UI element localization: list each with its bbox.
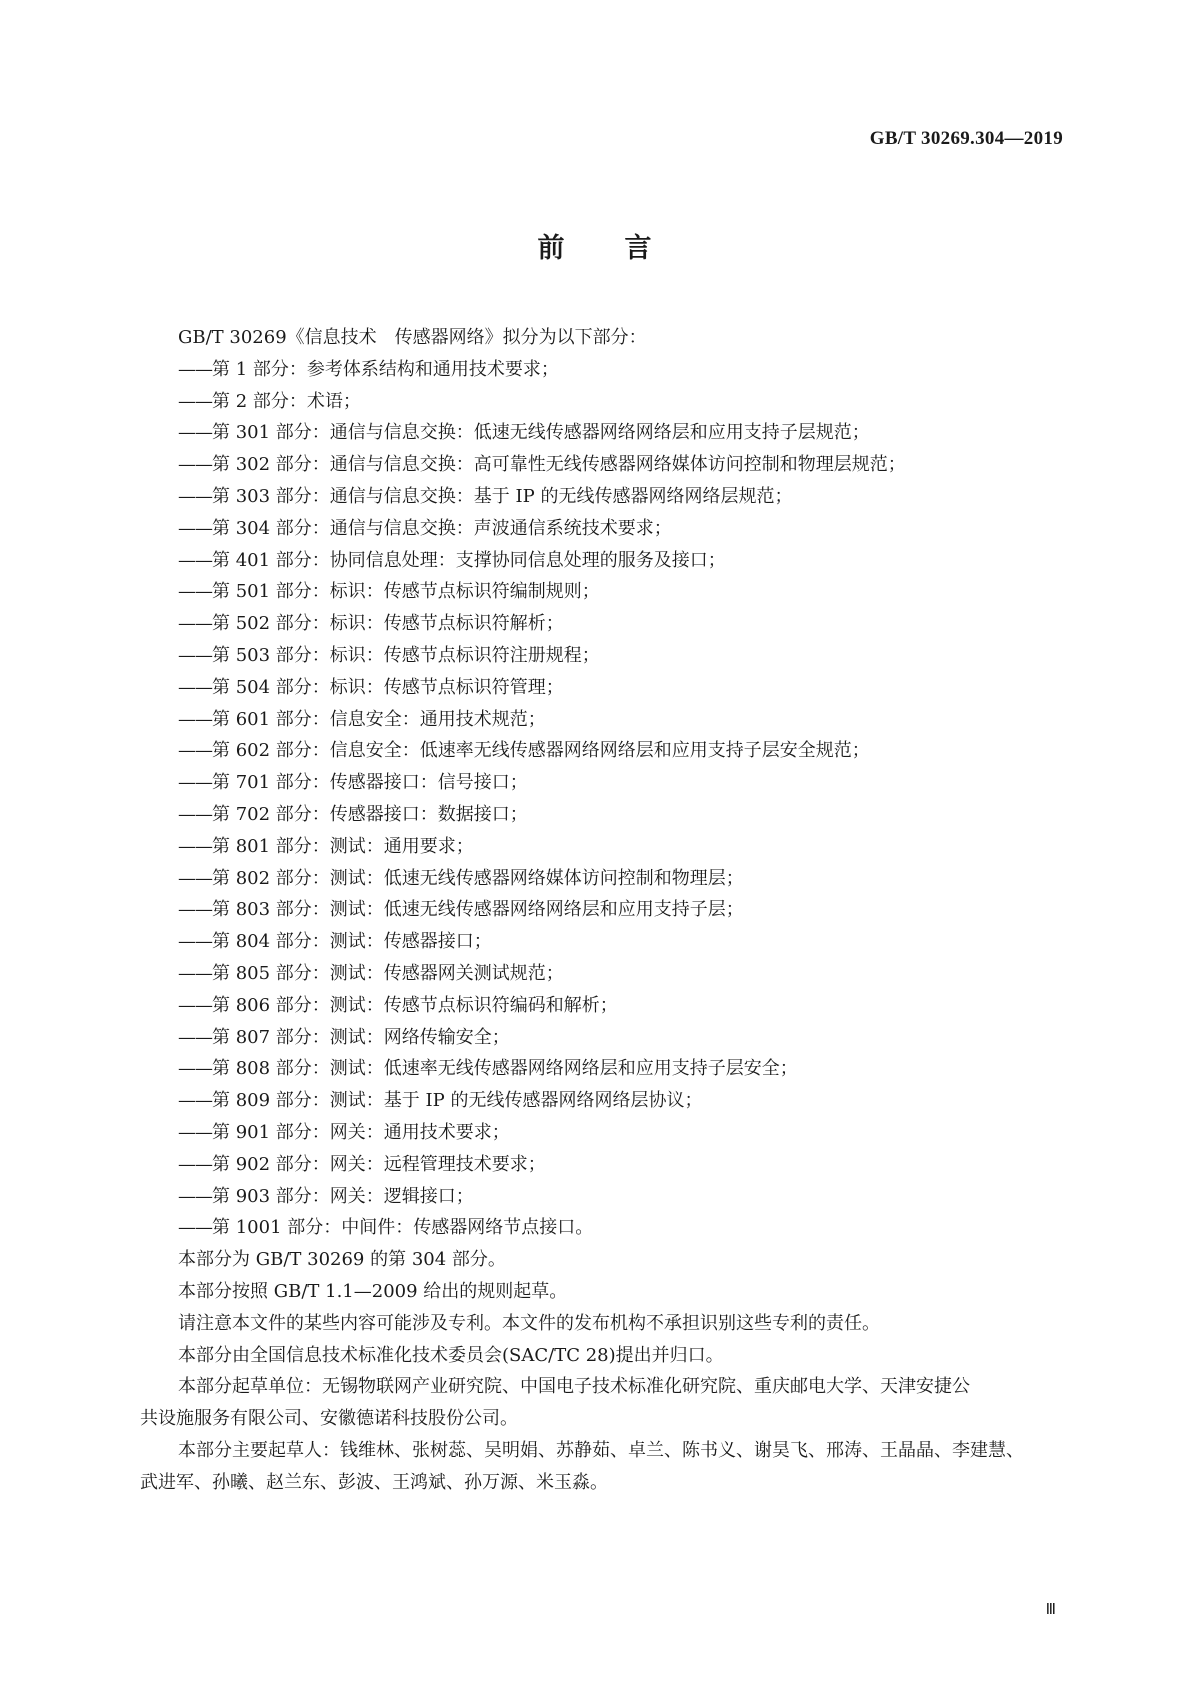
dash-marker: —— <box>178 454 212 476</box>
parts-list <box>140 354 1060 1244</box>
drafters <box>140 1435 1060 1499</box>
dash-marker: —— <box>178 581 212 603</box>
dash-marker: —— <box>178 1153 212 1175</box>
list-item <box>140 704 1060 736</box>
list-item-text: 第 1 部分：参考体系结构和通用技术要求； <box>212 358 559 380</box>
list-item <box>140 831 1060 863</box>
list-item <box>140 1117 1060 1149</box>
list-item <box>140 386 1060 418</box>
list-item <box>140 545 1060 577</box>
dash-marker: —— <box>178 549 212 571</box>
dash-marker: —— <box>178 867 212 889</box>
list-item <box>140 1149 1060 1181</box>
list-item <box>140 1212 1060 1244</box>
drafting-units <box>140 1371 1060 1435</box>
dash-marker: —— <box>178 899 212 921</box>
list-item-text: 第 807 部分：测试：网络传输安全； <box>212 1026 510 1048</box>
list-item <box>140 1085 1060 1117</box>
dash-marker: —— <box>178 1026 212 1048</box>
list-item-text: 第 602 部分：信息安全：低速率无线传感器网络网络层和应用支持子层安全规范； <box>212 740 870 762</box>
list-item <box>140 990 1060 1022</box>
list-item <box>140 799 1060 831</box>
dash-marker: —— <box>178 1058 212 1080</box>
drafting-units-line: 本部分起草单位：无锡物联网产业研究院、中国电子技术标准化研究院、重庆邮电大学、天津安捷公 <box>178 1376 970 1398</box>
list-item <box>140 894 1060 926</box>
standard-code: GB/T 30269.304—2019 <box>869 128 1063 149</box>
list-item-text: 第 803 部分：测试：低速无线传感器网络网络层和应用支持子层； <box>212 899 744 921</box>
dash-marker: —— <box>178 803 212 825</box>
dash-marker: —— <box>178 994 212 1016</box>
statement: 本部分由全国信息技术标准化技术委员会(SAC/TC 28)提出并归口。 <box>178 1344 724 1366</box>
list-item-text: 第 806 部分：测试：传感节点标识符编码和解析； <box>212 994 618 1016</box>
list-item-text: 第 701 部分：传感器接口：信号接口； <box>212 772 528 794</box>
list-item-text: 第 303 部分：通信与信息交换：基于 IP 的无线传感器网络网络层规范； <box>212 485 793 507</box>
dash-marker: —— <box>178 1090 212 1112</box>
dash-marker: —— <box>178 485 212 507</box>
dash-marker: —— <box>178 390 212 412</box>
statement: 本部分为 GB/T 30269 的第 304 部分。 <box>178 1249 506 1271</box>
page-title <box>0 226 1191 265</box>
dash-marker: —— <box>178 931 212 953</box>
statement: 请注意本文件的某些内容可能涉及专利。本文件的发布机构不承担识别这些专利的责任。 <box>178 1312 880 1334</box>
list-item <box>140 608 1060 640</box>
list-item <box>140 449 1060 481</box>
list-item <box>140 767 1060 799</box>
list-item <box>140 354 1060 386</box>
list-item-text: 第 902 部分：网关：远程管理技术要求； <box>212 1153 546 1175</box>
list-item-text: 第 504 部分：标识：传感节点标识符管理； <box>212 676 564 698</box>
list-item-text: 第 502 部分：标识：传感节点标识符解析； <box>212 613 564 635</box>
list-item-text: 第 804 部分：测试：传感器接口； <box>212 931 492 953</box>
list-item <box>140 672 1060 704</box>
intro-paragraph: GB/T 30269《信息技术 传感器网络》拟分为以下部分： <box>178 327 647 348</box>
drafters-line: 武进军、孙曦、赵兰东、彭波、王鸿斌、孙万源、米玉淼。 <box>140 1471 608 1493</box>
list-item-text: 第 801 部分：测试：通用要求； <box>212 835 474 857</box>
list-item <box>140 576 1060 608</box>
list-item <box>140 1181 1060 1213</box>
list-item <box>140 735 1060 767</box>
list-item <box>140 481 1060 513</box>
list-item <box>140 513 1060 545</box>
title-char-2: 言 <box>624 233 654 264</box>
dash-marker: —— <box>178 644 212 666</box>
dash-marker: —— <box>178 708 212 730</box>
list-item-text: 第 304 部分：通信与信息交换：声波通信系统技术要求； <box>212 517 672 539</box>
dash-marker: —— <box>178 772 212 794</box>
list-item-text: 第 1001 部分：中间件：传感器网络节点接口。 <box>212 1217 594 1239</box>
list-item <box>140 958 1060 990</box>
drafters-line: 本部分主要起草人：钱维林、张树蕊、吴明娟、苏静茹、卓兰、陈书义、谢昊飞、邢涛、王晶晶、李建慧、 <box>178 1439 1024 1461</box>
list-item-text: 第 802 部分：测试：低速无线传感器网络媒体访问控制和物理层； <box>212 867 744 889</box>
list-item <box>140 1022 1060 1054</box>
dash-marker: —— <box>178 676 212 698</box>
list-item-text: 第 901 部分：网关：通用技术要求； <box>212 1121 510 1143</box>
list-item-text: 第 808 部分：测试：低速率无线传感器网络网络层和应用支持子层安全； <box>212 1058 798 1080</box>
dash-marker: —— <box>178 1121 212 1143</box>
dash-marker: —— <box>178 1217 212 1239</box>
dash-marker: —— <box>178 613 212 635</box>
document-body <box>140 322 1060 1498</box>
dash-marker: —— <box>178 1185 212 1207</box>
list-item-text: 第 2 部分：术语； <box>212 390 361 412</box>
list-item-text: 第 903 部分：网关：逻辑接口； <box>212 1185 474 1207</box>
list-item-text: 第 503 部分：标识：传感节点标识符注册规程； <box>212 644 600 666</box>
title-char-1: 前 <box>537 233 567 264</box>
page-number: Ⅲ <box>1045 1602 1056 1618</box>
list-item-text: 第 601 部分：信息安全：通用技术规范； <box>212 708 546 730</box>
dash-marker: —— <box>178 358 212 380</box>
list-item-text: 第 501 部分：标识：传感节点标识符编制规则； <box>212 581 600 603</box>
dash-marker: —— <box>178 740 212 762</box>
dash-marker: —— <box>178 517 212 539</box>
statement: 本部分按照 GB/T 1.1—2009 给出的规则起草。 <box>178 1280 568 1302</box>
dash-marker: —— <box>178 962 212 984</box>
list-item <box>140 863 1060 895</box>
drafting-units-line: 共设施服务有限公司、安徽德诺科技股份公司。 <box>140 1408 518 1430</box>
list-item-text: 第 809 部分：测试：基于 IP 的无线传感器网络网络层协议； <box>212 1090 703 1112</box>
list-item <box>140 417 1060 449</box>
list-item-text: 第 401 部分：协同信息处理：支撑协同信息处理的服务及接口； <box>212 549 726 571</box>
dash-marker: —— <box>178 422 212 444</box>
list-item <box>140 926 1060 958</box>
list-item-text: 第 702 部分：传感器接口：数据接口； <box>212 803 528 825</box>
list-item-text: 第 805 部分：测试：传感器网关测试规范； <box>212 962 564 984</box>
list-item <box>140 640 1060 672</box>
list-item-text: 第 301 部分：通信与信息交换：低速无线传感器网络网络层和应用支持子层规范； <box>212 422 870 444</box>
list-item <box>140 1053 1060 1085</box>
dash-marker: —— <box>178 835 212 857</box>
list-item-text: 第 302 部分：通信与信息交换：高可靠性无线传感器网络媒体访问控制和物理层规范； <box>212 454 906 476</box>
